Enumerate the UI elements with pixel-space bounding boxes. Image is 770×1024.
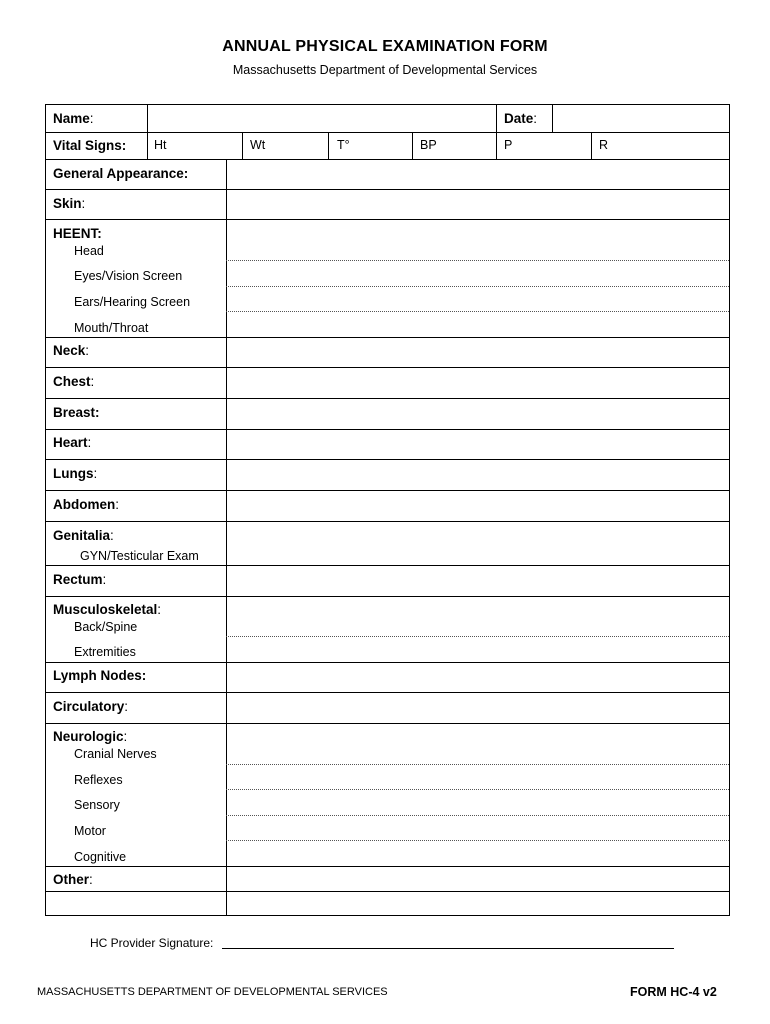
signature-line[interactable] [222,948,674,949]
vital-pulse[interactable]: P [504,138,513,152]
heent-mouth: Mouth/Throat [74,321,149,335]
form-subtitle: Massachusetts Department of Developmental Services [232,63,538,77]
date-label: Date: [504,111,538,126]
genitalia-label: Genitalia: [53,528,114,543]
breast-label: Breast: [53,405,100,420]
neurologic-cognitive: Cognitive [74,850,127,864]
vital-ht[interactable]: Ht [154,138,167,152]
name-field[interactable] [148,105,496,132]
musculoskeletal-back: Back/Spine [74,620,138,634]
vital-bp[interactable]: BP [420,138,437,152]
footer-form-id: FORM HC-4 v2 [630,985,717,999]
vital-temp[interactable]: T° [337,138,350,152]
name-label: Name: [53,111,94,126]
general-appearance-label: General Appearance: [53,166,189,181]
neurologic-motor: Motor [74,824,106,838]
other-label: Other: [53,872,93,887]
genitalia-gyn: GYN/Testicular Exam [80,549,199,563]
exam-form-table [45,104,730,916]
neck-label: Neck: [53,343,90,358]
footer-department: MASSACHUSETTS DEPARTMENT OF DEVELOPMENTAL SERVICES [37,986,388,998]
heent-label: HEENT: [53,226,102,241]
vital-signs-label: Vital Signs: [53,138,127,153]
musculoskeletal-extremities: Extremities [74,645,136,659]
lymph-nodes-label: Lymph Nodes: [53,668,147,683]
abdomen-label: Abdomen: [53,497,120,512]
chest-label: Chest: [53,374,95,389]
heart-label: Heart: [53,435,92,450]
heent-head: Head [74,244,104,258]
skin-label: Skin: [53,196,86,211]
neurologic-sensory: Sensory [74,798,120,812]
rectum-label: Rectum: [53,572,107,587]
signature-label: HC Provider Signature: [90,936,214,950]
heent-ears: Ears/Hearing Screen [74,295,191,309]
musculoskeletal-label: Musculoskeletal: [53,602,162,617]
heent-eyes: Eyes/Vision Screen [74,269,183,283]
form-title: ANNUAL PHYSICAL EXAMINATION FORM [222,38,548,55]
vital-wt[interactable]: Wt [250,138,266,152]
lungs-label: Lungs: [53,466,98,481]
circulatory-label: Circulatory: [53,699,129,714]
date-field[interactable] [553,105,729,132]
neurologic-label: Neurologic: [53,729,128,744]
neurologic-cranial-nerves: Cranial Nerves [74,747,157,761]
vital-resp[interactable]: R [599,138,609,152]
neurologic-reflexes: Reflexes [74,773,123,787]
